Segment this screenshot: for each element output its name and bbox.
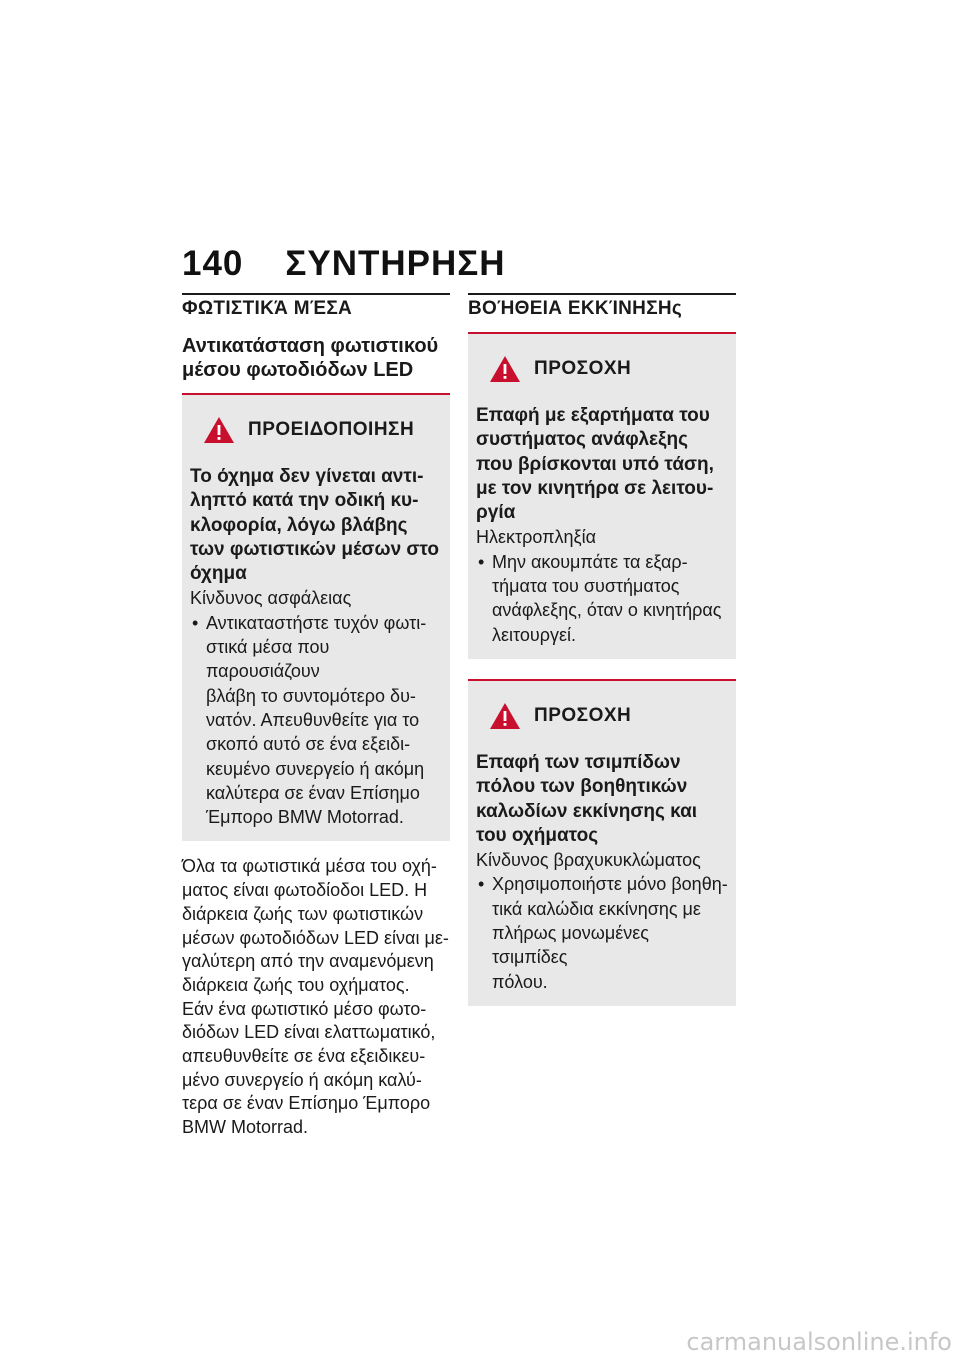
subtitle-line: μέσου φωτοδιόδων LED — [182, 359, 414, 381]
warning-label: ΠΡΟΕΙΔΟΠΟΙΗΣΗ — [248, 419, 415, 440]
right-column — [468, 293, 736, 1006]
body-line: μέσων φωτοδιόδων LED είναι με- — [182, 927, 449, 948]
watermark-link[interactable]: carmanualsonline.info — [686, 1328, 952, 1356]
warning-box — [182, 395, 450, 841]
body-paragraph — [182, 855, 450, 1139]
caution-title-line: Επαφή των τσιμπίδων — [476, 751, 681, 773]
warning-title-line: ληπτό κατά την οδική κυ- — [190, 490, 419, 512]
caution-title-line: Επαφή με εξαρτήματα του — [476, 405, 710, 426]
body-line: γαλύτερη από την αναμενόμενη — [182, 951, 434, 972]
caution-header — [476, 681, 728, 751]
bullet-line: λειτουργεί. — [492, 624, 576, 645]
bullet-line: νατόν. Απευθυνθείτε για το — [206, 709, 420, 730]
warning-triangle-icon — [488, 354, 522, 384]
bullet-line: στικά μέσα που παρουσιάζουν — [206, 637, 330, 682]
caution-label: ΠΡΟΣΟΧΗ — [534, 358, 632, 379]
body-line: BMW Motorrad. — [182, 1117, 309, 1138]
caution-title — [476, 404, 728, 525]
chapter-title: ΣΥΝΤΗΡΗΣΗ — [285, 244, 506, 283]
caution-title-line: που βρίσκονται υπό τάση, — [476, 453, 714, 475]
caution-title-line: ργία — [476, 502, 516, 524]
body-line: διόδων LED είναι ελαττωματικό, — [182, 1022, 436, 1043]
bullet-line: κευμένο συνεργείο ή ακόμη — [206, 758, 425, 779]
bullet-line: βλάβη το συντομότερο δυ- — [206, 685, 416, 706]
caution-label: ΠΡΟΣΟΧΗ — [534, 704, 632, 726]
bullet-line: • Αντικαταστήστε τυχόν φωτι- — [206, 612, 427, 633]
bullet-line: καλύτερα σε έναν Επίσημο — [206, 782, 420, 803]
bullet-line: • Μην ακουμπάτε τα εξαρ- — [492, 551, 688, 572]
caution-risk: Ηλεκτροπληξία — [476, 527, 597, 548]
section-title-jump-start: ΒΟΉΘΕΙΑ ΕΚΚΊΝΗΣΗς — [468, 293, 736, 322]
left-column — [182, 293, 450, 1140]
warning-title-line: Το όχημα δεν γίνεται αντι- — [190, 466, 424, 487]
caution-bullet — [476, 550, 728, 647]
warning-risk: Κίνδυνος ασφάλειας — [190, 588, 352, 609]
subtitle-line: Αντικατάσταση φωτιστικού — [182, 335, 439, 357]
caution-title-line: πόλου των βοηθητικών — [476, 776, 688, 798]
body-line: μένο συνεργείο ή ακόμη καλύ- — [182, 1069, 422, 1090]
bullet-line: τήματα του συστήματος — [492, 576, 680, 597]
caution-box — [468, 334, 736, 659]
section-title-lights: ΦΩΤΙΣΤΙΚΆ ΜΈΣΑ — [182, 293, 450, 322]
caution-title-line: του οχήματος — [476, 824, 599, 846]
page-header — [182, 244, 506, 284]
bullet-line: Έμπορο BMW Motorrad. — [206, 807, 404, 828]
caution-header — [476, 334, 728, 404]
bullet-line: πλήρως μονωμένες τσιμπίδες — [492, 923, 649, 968]
warning-title-line: όχημα — [190, 563, 247, 585]
warning-triangle-icon — [488, 701, 522, 731]
caution-title — [476, 751, 728, 848]
caution-box — [468, 681, 736, 1006]
bullet-line: ανάφλεξης, όταν ο κινητήρας — [492, 600, 722, 621]
warning-title-line: κλοφορία, λόγω βλάβης — [190, 514, 408, 536]
body-line: διάρκεια ζωής του οχήματος. — [182, 974, 410, 995]
body-line: Εάν ένα φωτιστικό μέσο φωτο- — [182, 998, 427, 1019]
warning-triangle-icon — [202, 415, 236, 445]
body-line: απευθυνθείτε σε ένα εξειδικευ- — [182, 1046, 426, 1067]
page-number: 140 — [182, 244, 244, 283]
caution-title-line: συστήματος ανάφλεξης — [476, 429, 688, 451]
body-line: διάρκεια ζωής των φωτιστικών — [182, 903, 424, 924]
subtitle-led-replacement — [182, 334, 450, 382]
warning-title-line: των φωτιστικών μέσων στο — [190, 538, 439, 560]
body-line: Όλα τα φωτιστικά μέσα του οχή- — [182, 856, 437, 877]
warning-header — [190, 395, 442, 465]
caution-title-line: καλωδίων εκκίνησης και — [476, 800, 698, 822]
bullet-line: πόλου. — [492, 971, 548, 992]
caution-title-line: με τον κινητήρα σε λειτου- — [476, 477, 714, 499]
box-spacer — [468, 659, 736, 679]
caution-risk: Κίνδυνος βραχυκυκλώματος — [476, 850, 701, 871]
bullet-line: τικά καλώδια εκκίνησης με — [492, 898, 701, 919]
warning-title — [190, 465, 442, 586]
bullet-line: σκοπό αυτό σε ένα εξειδι- — [206, 734, 411, 755]
warning-bullet — [190, 611, 442, 830]
body-line: ματος είναι φωτοδίοδοι LED. Η — [182, 880, 428, 901]
bullet-line: • Χρησιμοποιήστε μόνο βοηθη- — [492, 874, 728, 895]
body-line: τερα σε έναν Επίσημο Έμπορο — [182, 1093, 431, 1114]
caution-bullet — [476, 872, 728, 993]
